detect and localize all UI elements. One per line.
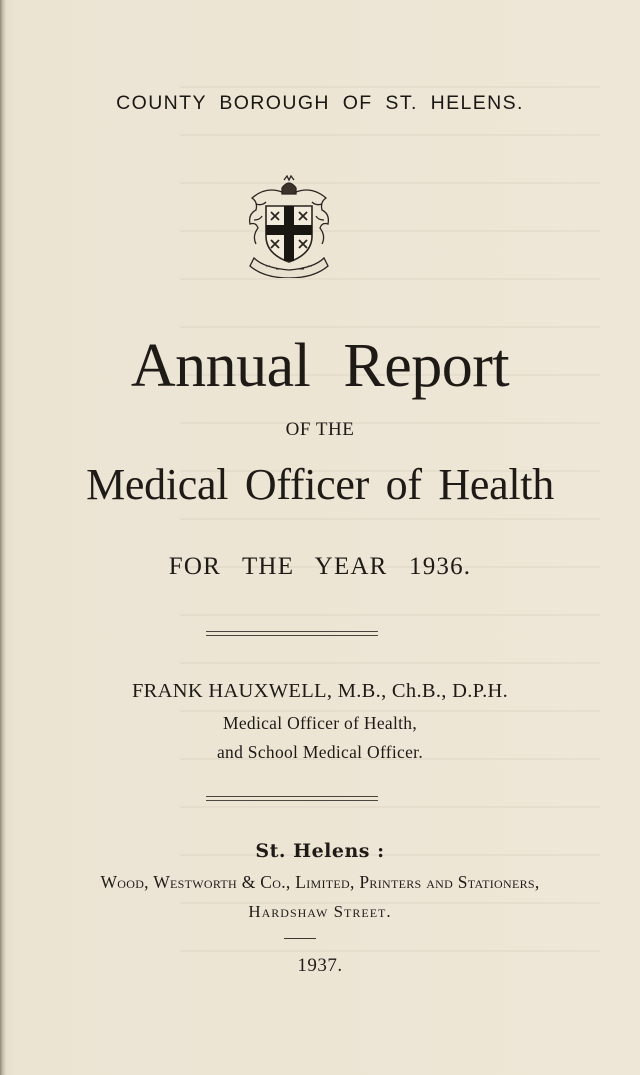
imprint-street: Hardshaw Street.: [248, 902, 392, 921]
coat-of-arms-icon: [244, 174, 334, 278]
double-rule-divider: [206, 796, 378, 801]
double-rule-divider: [206, 631, 378, 636]
title-medical-officer: Medical Officer of Health: [86, 460, 554, 509]
title-connector: OF THE: [285, 419, 355, 440]
county-heading: COUNTY BOROUGH OF ST. HELENS.: [116, 92, 524, 114]
publication-year: 1937.: [297, 955, 343, 976]
report-year-line: FOR THE YEAR 1936.: [168, 553, 472, 580]
short-rule-divider: [284, 938, 316, 939]
author-role-primary: Medical Officer of Health,: [222, 713, 418, 733]
title-annual-report: Annual Report: [130, 332, 510, 400]
author-role-secondary: and School Medical Officer.: [216, 742, 424, 762]
imprint-city: St. Helens :: [255, 840, 385, 862]
imprint-printer: Wood, Westworth & Co., Limited, Printers and Stationers,: [100, 872, 540, 892]
author-name: FRANK HAUXWELL, M.B., Ch.B., D.P.H.: [131, 680, 509, 702]
